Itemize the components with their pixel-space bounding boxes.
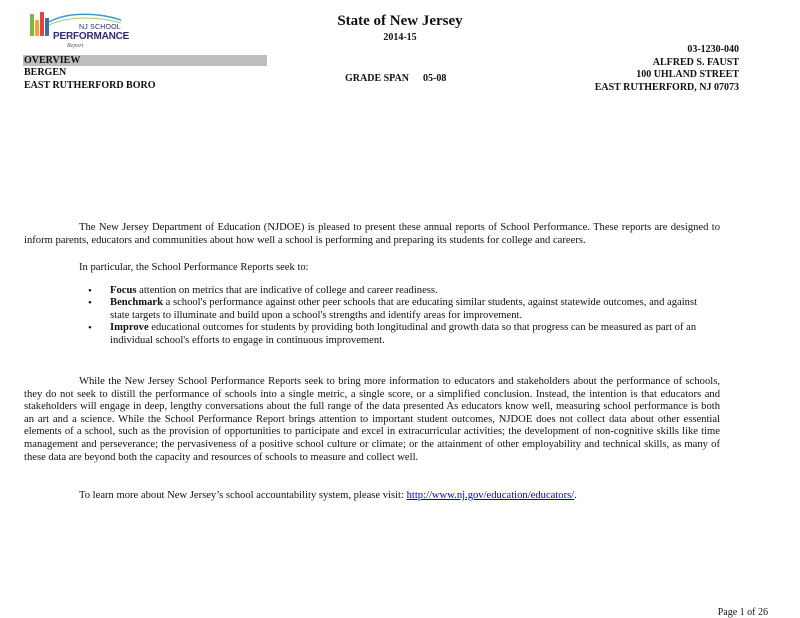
page-number: Page 1 of 26 xyxy=(717,607,768,618)
logo-line-3: Report xyxy=(67,43,84,49)
logo-line-1: NJ SCHOOL xyxy=(79,24,121,31)
bullet-text: attention on metrics that are indicative of college and career readiness. xyxy=(136,285,438,296)
school-street: 100 UHLAND STREET xyxy=(636,69,739,80)
section-label-bar xyxy=(23,55,267,66)
grade-span xyxy=(345,73,446,84)
grade-span-value: 05-08 xyxy=(422,73,447,84)
learn-more-suffix: . xyxy=(574,490,577,501)
report-year: 2014-15 xyxy=(383,32,417,43)
school-city-state: EAST RUTHERFORD, NJ 07073 xyxy=(594,81,739,93)
list-item xyxy=(88,297,718,322)
bullet-term: Improve xyxy=(110,322,149,334)
lead-paragraph: In particular, the School Performance Reports seek to: xyxy=(79,262,309,273)
county-name: BERGEN xyxy=(24,67,67,78)
school-code: 03-1230-040 xyxy=(687,44,739,55)
bullet-text: a school's performance against other peer schools that are educating similar students, against statewide outcomes, and against state targets to illuminate and build upon a school's strengths and identify areas for improvement. xyxy=(110,297,698,321)
school-info xyxy=(595,44,739,94)
limitations-paragraph: While the New Jersey School Performance Reports seek to bring more information to educators and stakeholders about the performance of schools, they do not seek to distill the performance of schools into a single metric, a single score, or a simplified conclusion. Instead, the intention is that educators and stakeholders will engage in deep, lengthy conversations about the full range of the data presented As educators know well, measuring school performance is both an art and a science. While the School Performance Report brings attention to important student outcomes, NJDOE does not collect data about other essential elements of a school, such as the provision of opportunities to participate and excel in extracurricular activities; the development of non-cognitive skills like time management and perseverance; the pervasiveness of a positive school culture or climate; or the attainment of other employability and technical skills, as many of these data are beyond both the capacity and resources of schools to measure and collect well. xyxy=(24,376,720,463)
section-label: OVERVIEW xyxy=(24,55,81,66)
list-item xyxy=(88,285,718,297)
learn-more-paragraph xyxy=(24,490,720,503)
list-item xyxy=(88,322,718,347)
bullet-text: educational outcomes for students by providing both longitudinal and growth data so that progress can be measured as part of an individual school's efforts to engage in continuous improvement. xyxy=(110,322,697,346)
educators-link[interactable]: http://www.nj.gov/education/educators/ xyxy=(406,490,575,501)
goals-list xyxy=(88,285,718,347)
grade-span-label: GRADE SPAN xyxy=(345,73,409,84)
logo-line-2: PERFORMANCE xyxy=(53,31,130,42)
intro-paragraph: The New Jersey Department of Education (NJDOE) is pleased to present these annual reports of School Performance. These reports are designed to inform parents, educators and communities about how well a school is performing and preparing its students for college and careers. xyxy=(24,222,720,246)
district-name: EAST RUTHERFORD BORO xyxy=(24,80,156,91)
page-title: State of New Jersey xyxy=(337,13,463,29)
learn-more-text: To learn more about New Jersey’s school accountability system, please visit: xyxy=(79,490,407,501)
bullet-term: Benchmark xyxy=(110,297,163,309)
bullet-term: Focus xyxy=(110,285,137,296)
school-name: ALFRED S. FAUST xyxy=(652,56,739,68)
